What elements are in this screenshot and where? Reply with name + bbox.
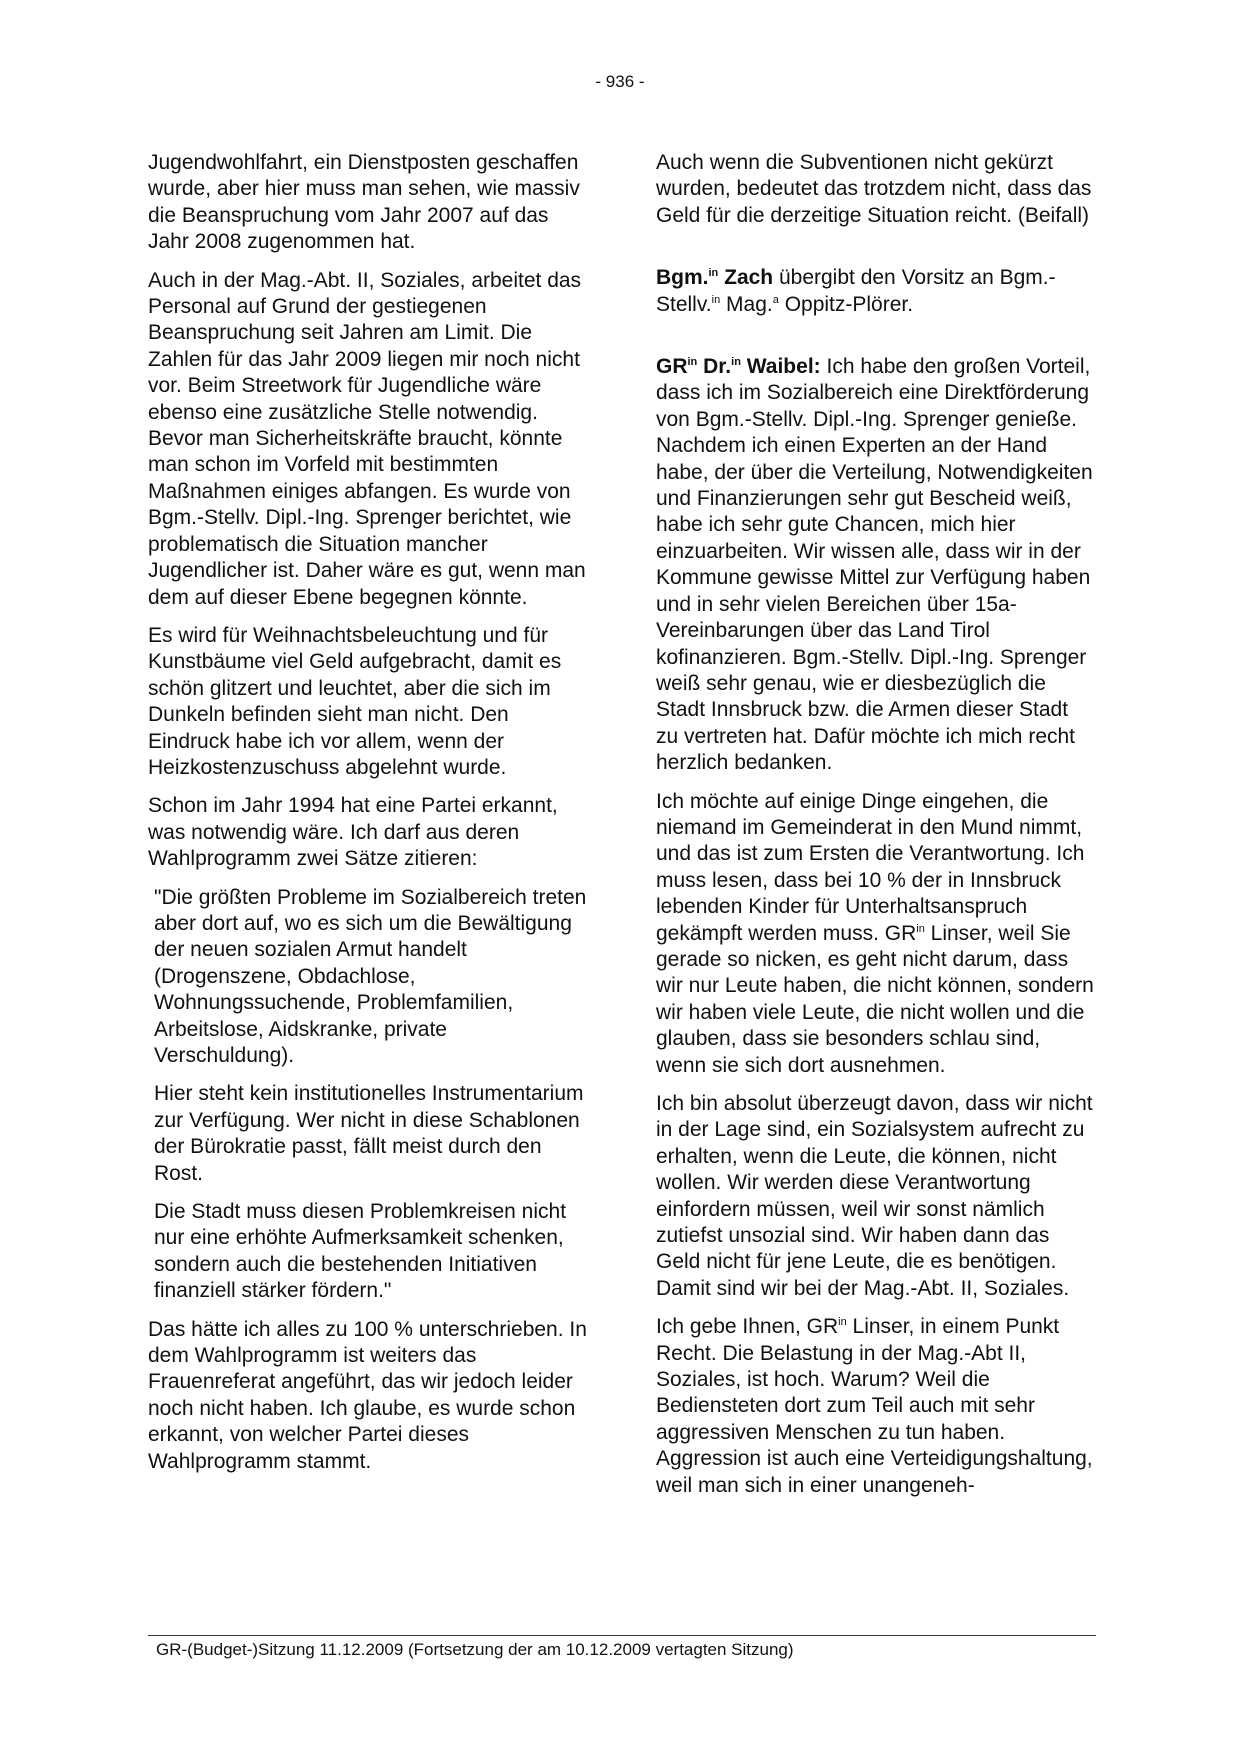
paragraph: Auch wenn die Subventionen nicht gekürzt wurden, bedeutet das trotzdem nicht, dass das Geld für die derzeitige Situation reicht. (Beifall) <box>656 151 1092 227</box>
page-number: - 936 - <box>595 72 645 91</box>
speaker-title: Bgm.$^{in}$ Zach <box>656 266 774 290</box>
paragraph: Ich bin absolut überzeugt davon, dass wir nicht in der Lage sind, ein Sozialsystem aufrecht zu erhalten, wenn die Leute, die können, nicht wollen. Wir werden diese Verantwortung einfordern müssen, weil wir sonst nämlich zutiefst unsozial sind. Wir haben dann das Geld nicht für jene Leute, die es benötigen. Damit sind wir bei der Mag.-Abt. II, Soziales. <box>656 1092 1093 1300</box>
paragraph: Auch in der Mag.-Abt. II, Soziales, arbeitet das Personal auf Grund der gestiegenen Beanspruchung seit Jahren am Limit. Die Zahlen für das Jahr 2009 liegen mir noch nicht vor. Beim Streetwork für Jugendliche wäre ebenso eine zusätzliche Stelle notwendig. Bevor man Sicherheitskräfte braucht, könnte man schon im Vorfeld mit bestimmten Maßnahmen einiges abfangen. Es wurde von Bgm.-Stellv. Dipl.-Ing. Sprenger berichtet, wie problematisch die Situation mancher Jugendlicher ist. Daher wäre es gut, wenn man dem auf dieser Ebene begegnen könnte. <box>148 268 586 609</box>
paragraph: Schon im Jahr 1994 hat eine Partei erkannt, was notwendig wäre. Ich darf aus deren Wahlprogramm zwei Sätze zitieren: <box>148 794 558 871</box>
footer: GR-(Budget-)Sitzung 11.12.2009 (Fortsetzung der am 10.12.2009 vertagten Sitzung) <box>156 1640 794 1659</box>
quote-paragraph: Die Stadt muss diesen Problemkreisen nicht nur eine erhöhte Aufmerksamkeit schenken, sondern auch die bestehenden Initiativen finanziell stärker fördern." <box>154 1200 567 1303</box>
paragraph: Das hätte ich alles zu 100 % unterschrieben. In dem Wahlprogramm ist weiters das Frauenreferat angeführt, das wir jedoch leider noch nicht haben. Ich glaube, es wurde schon erkannt, von welcher Partei dieses Wahlprogramm stammt. <box>148 1317 587 1473</box>
paragraph: Es wird für Weihnachtsbeleuchtung und für Kunstbäume viel Geld aufgebracht, damit es schön glitzert und leuchtet, aber die sich im Dunkeln befinden sieht man nicht. Den Eindruck habe ich vor allem, wenn der Heizkostenzuschuss abgelehnt wurde. <box>148 623 562 779</box>
right-column <box>656 150 1096 1511</box>
quote-paragraph: "Die größten Probleme im Sozialbereich treten aber dort auf, wo es sich um die Bewältigung der neuen sozialen Armut handelt (Drogenszene, Obdachlose, Wohnungssuchende, Problemfamilien, Arbeitslose, Aidskranke, private Verschuldung). <box>154 885 587 1067</box>
speaker-name: $GR^{in}$ Dr.$^{in}$ Waibel: <box>656 355 821 379</box>
chair-handover-note: Bgm.$^{in}$ Zach übergibt den Vorsitz an Bgm.-Stellv.$^{in}$ Mag.$^a$ Oppitz-Plörer. <box>656 266 1056 316</box>
quote-paragraph: Hier steht kein institutionelles Instrumentarium zur Verfügung. Wer nicht in diese Schablonen der Bürokratie passt, fällt meist durch den Rost. <box>154 1082 584 1185</box>
paragraph: Ich möchte auf einige Dinge eingehen, die niemand im Gemeinderat in den Mund nimmt, und das ist zum Ersten die Verantwortung. Ich muss lesen, dass bei 10 % der in Innsbruck lebenden Kinder für Unterhaltsanspruch gekämpft werden muss. $GR^{in}$ Linser, weil Sie gerade so nicken, es geht nicht darum, dass wir nur Leute haben, die nicht können, sondern wir haben viele Leute, die nicht wollen und die glauben, dass sie besonders schlau sind, wenn sie sich dort ausnehmen. <box>656 789 1094 1077</box>
paragraph: Jugendwohlfahrt, ein Dienstposten geschaffen wurde, aber hier muss man sehen, wie massiv die Beanspruchung vom Jahr 2007 auf das Jahr 2008 zugenommen hat. <box>148 151 580 254</box>
left-column <box>148 150 588 1487</box>
footer-divider <box>148 1635 1096 1636</box>
speaker-paragraph: $GR^{in}$ Dr.$^{in}$ Waibel: Ich habe den großen Vorteil, dass ich im Sozialbereich eine Direktförderung von Bgm.-Stellv. Dipl.-Ing. Sprenger genieße. Nachdem ich einen Experten an der Hand habe, der über die Verteilung, Notwendigkeiten und Finanzierungen sehr gut Bescheid weiß, habe ich sehr gute Chancen, mich hier einzuarbeiten. Wir wissen alle, dass wir in der Kommune gewisse Mittel zur Verfügung haben und in sehr vielen Bereichen über 15a-Vereinbarungen über das Land Tirol kofinanzieren. Bgm.-Stellv. Dipl.-Ing. Sprenger weiß sehr genau, wie er diesbezüglich die Stadt Innsbruck bzw. die Armen dieser Stadt zu vertreten hat. Dafür möchte ich mich recht herzlich bedanken. <box>656 355 1093 775</box>
paragraph: Ich gebe Ihnen, $GR^{in}$ Linser, in einem Punkt Recht. Die Belastung in der Mag.-Abt II, Soziales, ist hoch. Warum? Weil die Bediensteten dort zum Teil auch mit sehr aggressiven Menschen zu tun haben. Aggression ist auch eine Verteidigungshaltung, weil man sich in einer unangeneh- <box>656 1315 1093 1497</box>
